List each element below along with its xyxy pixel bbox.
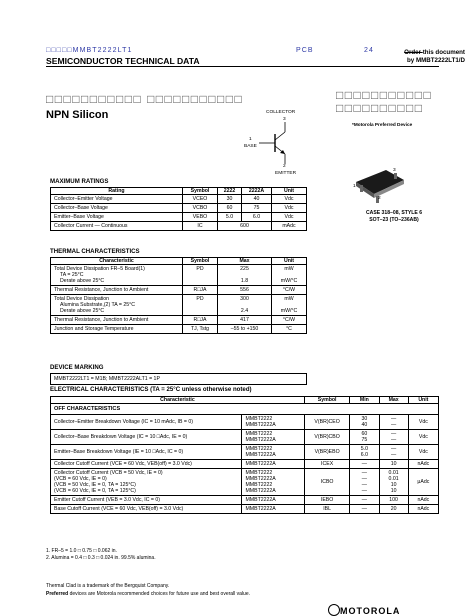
cell: PD [183,265,218,286]
electrical-table [50,396,439,514]
line: 0.01 [388,470,399,476]
characteristic-cell: Emitter–Base Breakdown Voltage (IE = 10 □Adc, IC = 0) [51,445,242,460]
symbol-cell: V(BR)EBO [304,445,349,460]
col-unit: Unit [408,397,438,404]
product-id-garbled-2: □□□□□□□□□□ [336,101,424,115]
line: MMBT2222 [245,416,273,422]
collector-label: COLLECTOR [266,110,296,115]
case-info [349,210,439,224]
transistor-symbol-icon [255,122,295,166]
unit-cell: μAdc [408,469,438,496]
device-cell [242,469,304,496]
unit-cell: nAdc [408,496,438,505]
preferred-note [46,591,250,597]
preferred-device-note: *Motorola Preferred Device [352,122,413,127]
device-cell [242,496,304,505]
symbol-cell: ICEX [304,460,349,469]
characteristic-cell: Base Cutoff Current (VCE = 60 Vdc, VEB(off) = 3.0 Vdc) [51,505,242,514]
unit-cell: Vdc [408,415,438,430]
table-row [51,195,307,204]
max-cell [379,469,408,496]
max-cell [379,415,408,430]
table-row [51,460,439,469]
order-by: by MMBT2222LT1/D [407,57,465,64]
line: MMBT2222A [245,497,276,503]
product-title: NPN Silicon [46,109,109,121]
case-line1: CASE 318–08, STYLE 6 [365,210,423,216]
order-strike: Order [404,49,423,56]
product-id-garbled-1: □□□□□□□□□□□ [336,88,433,102]
col-unit: Unit [272,188,307,195]
line: — [391,437,397,443]
base-pin: 1 [249,137,252,142]
pkg-pin3: 3 [393,168,396,173]
cell: IC [183,222,218,231]
col-max: Max [218,258,272,265]
line: 6.0 [360,452,368,458]
device-cell [242,505,304,514]
characteristic-cell: Collector Cutoff Current (VCE = 60 Vdc, VEB(off) = 3.0 Vdc) [51,460,242,469]
line: 10 [390,488,397,494]
motorola-logo-icon [328,604,340,616]
max-ratings-heading: MAXIMUM RATINGS [50,178,109,185]
thermal-heading: THERMAL CHARACTERISTICS [50,248,140,255]
line: mW [284,266,294,272]
table-row [51,204,307,213]
col-symbol: Symbol [304,397,349,404]
cell: Collector–Emitter Voltage [51,195,183,204]
line: Derate above 25°C [60,308,105,314]
line: Alumina Substrate,(2) TA = 25°C [60,302,135,308]
line: 1.8 [240,278,249,284]
line: — [391,452,397,458]
min-cell [350,430,379,445]
emitter-label: EMITTER [275,171,297,176]
min-cell [350,415,379,430]
device-cell [242,415,304,430]
part-number-line: □□□□□MMBT2222LT1 [46,47,133,54]
line: 100 [389,497,398,503]
unit-cell: Vdc [408,445,438,460]
line: — [361,497,367,503]
symbol-cell: IEBO [304,496,349,505]
cell: 60 [218,204,242,213]
line: — [361,506,367,512]
off-characteristics-heading: OFF CHARACTERISTICS [51,404,439,415]
line: MMBT2222A [245,488,276,494]
characteristic-cell: Emitter Cutoff Current (VEB = 3.0 Vdc, IC = 0) [51,496,242,505]
col-characteristic: Characteristic [51,397,305,404]
col-characteristic: Characteristic [51,258,183,265]
pkg-pin2: 2 [378,196,381,201]
line: 5.0 [360,446,368,452]
line: — [391,446,397,452]
unit-cell: nAdc [408,460,438,469]
col-2222a: 2222A [242,188,272,195]
line: MMBT2222 [245,470,273,476]
cell: Collector Current — Continuous [51,222,183,231]
line: — [361,461,367,467]
table-header-row [51,188,307,195]
device-marking-text: MMBT2222LT1 = M1B; MMBT2222ALT1 = 1P [51,374,307,385]
line: mW [284,296,294,302]
max-cell [379,505,408,514]
col-unit: Unit [272,258,307,265]
cell: 600 [218,222,272,231]
line: — [361,476,367,482]
footnote-1: 1. FR–5 = 1.0 □ 0.75 □ 0.062 in. [46,548,117,554]
line: — [391,431,397,437]
max-cell [379,496,408,505]
line: 30 [361,416,368,422]
cell: mAdc [272,222,307,231]
product-name-garbled: □□□□□□□□□□□ □□□□□□□□□□□ [46,92,244,106]
table-row [51,469,439,496]
base-label: BASE [244,144,257,149]
line: 40 [361,422,368,428]
cell: Vdc [272,213,307,222]
cell [51,265,183,286]
table-row [51,445,439,460]
line: MMBT2222A [245,476,276,482]
line: — [391,416,397,422]
table-row [51,415,439,430]
cell: Thermal Resistance, Junction to Ambient [51,316,183,325]
col-symbol: Symbol [183,258,218,265]
min-cell [350,460,379,469]
electrical-heading: ELECTRICAL CHARACTERISTICS (TA = 25°C unless otherwise noted) [50,386,252,393]
cell: 6.0 [242,213,272,222]
symbol-cell: V(BR)CBO [304,430,349,445]
emitter-pin: 2 [283,164,286,169]
cell [272,295,307,316]
line: 60 [361,431,368,437]
col-max: Max [379,397,408,404]
line: mW/°C [280,278,298,284]
company-heading: SEMICONDUCTOR TECHNICAL DATA [46,56,200,66]
device-marking-box [50,373,307,385]
line: — [391,422,397,428]
cell: 75 [242,204,272,213]
min-cell [350,445,379,460]
cell: VCBO [183,204,218,213]
table-header-row [51,258,307,265]
cell: –55 to +150 [218,325,272,334]
line: 0.01 [388,476,399,482]
cell [218,295,272,316]
line: — [361,488,367,494]
cell: PD [183,295,218,316]
cell: Thermal Resistance, Junction to Ambient [51,286,183,295]
line: Derate above 25°C [60,278,105,284]
line: MMBT2222A [245,506,276,512]
unit-cell: nAdc [408,505,438,514]
device-cell [242,445,304,460]
cell: VEBO [183,213,218,222]
cell: Junction and Storage Temperature [51,325,183,334]
line: MMBT2222A [245,452,276,458]
characteristic-cell: Collector–Emitter Breakdown Voltage (IC = 10 mAdc, IB = 0) [51,415,242,430]
footnote-2: 2. Alumina = 0.4 □ 0.3 □ 0.024 in. 99.5% alumina. [46,555,156,561]
collector-pin: 3 [283,117,286,122]
cell: Vdc [272,195,307,204]
table-row [51,430,439,445]
min-cell [350,469,379,496]
cell: Collector–Base Voltage [51,204,183,213]
case-line2: SOT–23 (TO–236AB) [369,217,419,223]
min-cell [350,496,379,505]
line: 20 [390,506,397,512]
line: TA = 25°C [60,272,84,278]
table-row [51,286,307,295]
preferred-rest: devices are Motorola recommended choices for future use and best overall value. [68,591,250,597]
table-row [51,222,307,231]
line: MMBT2222 [245,446,273,452]
table-row [51,265,307,286]
section-row [51,404,439,415]
unit-cell: Vdc [408,430,438,445]
header-rule [46,66,439,67]
cell: 30 [218,195,242,204]
document-header-line [46,47,439,54]
min-cell [350,505,379,514]
device-cell [242,460,304,469]
line: MMBT2222 [245,482,273,488]
device-cell [242,430,304,445]
cell: Vdc [272,204,307,213]
pkg-pin1: 1 [353,184,356,189]
table-header-row [51,397,439,404]
table-row [51,295,307,316]
cell: R□JA [183,316,218,325]
line: Total Device Dissipation FR–5 Board(1) [54,266,145,272]
max-ratings-table [50,187,307,231]
cell: 417 [218,316,272,325]
line: Total Device Dissipation [54,296,110,302]
cell: °C [272,325,307,334]
characteristic-cell: Collector Cutoff Current (VCB = 50 Vdc, IE = 0) (VCB = 60 Vdc, IE = 0) (VCB = 50 Vdc, IE = 0, TA = 125°C) (VCB = 60 Vdc, IE = 0, TA = 125°C) [51,469,242,496]
line: 10 [390,461,397,467]
col-symbol: Symbol [183,188,218,195]
max-cell [379,445,408,460]
line: 225 [240,266,249,272]
cell: °C/W [272,316,307,325]
thermal-table [50,257,307,334]
cell: R□JA [183,286,218,295]
motorola-logo-text: MOTOROLA [340,606,401,616]
preferred-bold: Preferred [46,591,69,597]
table-row [51,213,307,222]
line: 75 [361,437,368,443]
table-row [51,316,307,325]
col-2222: 2222 [218,188,242,195]
trademark-note: Thermal Clad is a trademark of the Bergquist Company. [46,583,170,589]
line: 300 [240,296,249,302]
cell: Emitter–Base Voltage [51,213,183,222]
order-text: this document [422,49,465,56]
line: mW/°C [280,308,298,314]
line: 2.4 [240,308,249,314]
cell [272,265,307,286]
symbol-cell: ICBO [304,469,349,496]
cell [51,295,183,316]
symbol-cell: V(BR)CEO [304,415,349,430]
line: — [361,482,367,488]
table-row [51,325,307,334]
symbol-cell: IBL [304,505,349,514]
line: MMBT2222A [245,437,276,443]
col-min: Min [350,397,379,404]
cell: 556 [218,286,272,295]
cell: 40 [242,195,272,204]
col-rating: Rating [51,188,183,195]
cell: VCEO [183,195,218,204]
max-cell [379,460,408,469]
cell [218,265,272,286]
line: MMBT2222A [245,422,276,428]
line: MMBT2222 [245,431,273,437]
line: — [361,470,367,476]
max-cell [379,430,408,445]
table-row [51,496,439,505]
device-marking-heading: DEVICE MARKING [50,364,104,371]
pcb-label: PCB [296,47,314,54]
cell: °C/W [272,286,307,295]
order-info [404,49,465,65]
page-number: 24 [364,47,374,54]
line: 10 [390,482,397,488]
table-row [51,505,439,514]
cell: TJ, Tstg [183,325,218,334]
cell: 5.0 [218,213,242,222]
characteristic-cell: Collector–Base Breakdown Voltage (IC = 10 □Adc, IE = 0) [51,430,242,445]
line: MMBT2222A [245,461,276,467]
